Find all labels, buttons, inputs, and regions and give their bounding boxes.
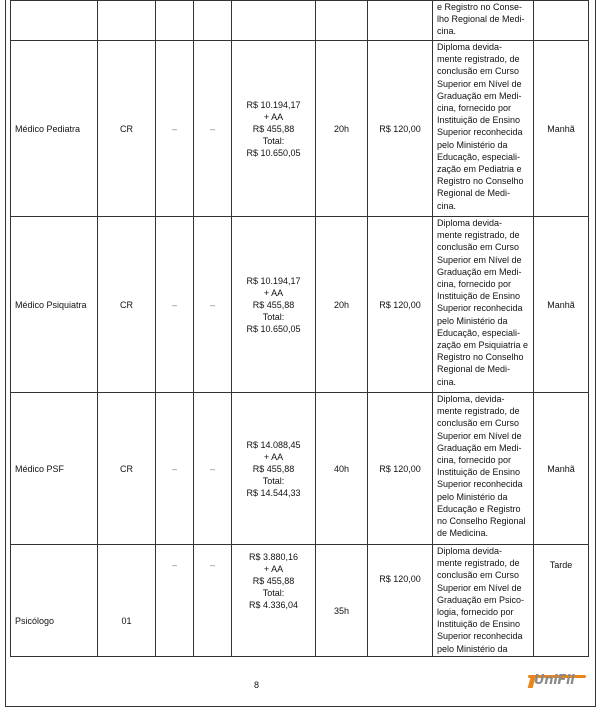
requirements-cell [433, 393, 534, 545]
requirement-line: pelo Ministério da [437, 643, 508, 654]
requirement-line: de Medicina. [437, 528, 489, 539]
salary-cell [232, 545, 316, 657]
requirements-cell [433, 545, 534, 657]
requirement-line: Instituição de Ensino [437, 115, 521, 126]
salary-line: R$ 455,88 [252, 123, 295, 134]
shift-cell: Manhã [534, 41, 589, 217]
requirement-line: no Conselho Regional [437, 516, 526, 527]
dash-cell: – [156, 393, 194, 545]
salary-line: R$ 10.650,05 [246, 323, 301, 334]
footer-divider [10, 656, 588, 657]
table-row-fragment [11, 1, 589, 41]
shift-cell: Tarde [534, 545, 589, 657]
requirement-line: Instituição de Ensino [437, 291, 521, 302]
requirement-line: pelo Ministério da [437, 491, 508, 502]
workload-cell: 40h [316, 393, 368, 545]
requirement-line: Graduação em Medi- [437, 90, 522, 101]
salary-cell [232, 217, 316, 393]
requirement-line: Superior em Nível de [437, 254, 522, 265]
table-row [11, 545, 589, 657]
salary-cell [232, 41, 316, 217]
fee-cell: R$ 120,00 [368, 217, 433, 393]
salary-line: R$ 14.088,45 [246, 439, 301, 450]
requirement-line: Diploma devida- [437, 546, 503, 556]
cargo-cell: Psicólogo [11, 545, 98, 657]
requirement-line: Regional de Medi- [437, 188, 511, 199]
requirement-line: mente registrado, de [437, 406, 520, 417]
workload-cell: 20h [316, 217, 368, 393]
salary-line: R$ 3.880,16 [248, 552, 299, 562]
requirement-line: Regional de Medi- [437, 364, 511, 375]
requirement-line: pelo Ministério da [437, 315, 508, 326]
requirement-line: cina. [437, 376, 457, 387]
vagas-cell: 01 [98, 545, 156, 657]
logo-text: UniFil [534, 673, 575, 688]
table-row [11, 393, 589, 545]
requirement-line: Graduação em Medi- [437, 266, 522, 277]
salary-line: R$ 10.650,05 [246, 147, 301, 158]
dash-cell: – [194, 41, 232, 217]
workload-cell: 35h [316, 545, 368, 657]
vagas-cell: CR [98, 393, 156, 545]
dash-cell: – [156, 41, 194, 217]
cargo-cell: Médico PSF [11, 393, 98, 545]
requirement-line: Superior reconhecida [437, 631, 523, 642]
requirements-cell [433, 41, 534, 217]
cargo-cell: Médico Pediatra [11, 41, 98, 217]
salary-line: R$ 10.194,17 [246, 99, 301, 110]
requirement-line: Diploma, devida- [437, 394, 505, 404]
salary-line: Total: [262, 311, 285, 322]
fee-cell: R$ 120,00 [368, 545, 433, 657]
requirement-line: Superior em Nível de [437, 582, 522, 593]
requirement-line: Graduação em Psico- [437, 594, 525, 605]
requirement-line: Graduação em Medi- [437, 442, 522, 453]
requirement-line: Instituição de Ensino [437, 619, 521, 630]
requirement-line: cina. [437, 200, 457, 211]
requirement-line: mente registrado, de [437, 54, 520, 65]
dash-cell: – [194, 545, 232, 657]
workload-cell: 20h [316, 41, 368, 217]
requirement-line: Diploma devida- [437, 218, 503, 228]
cargo-cell: Médico Psiquiatra [11, 217, 98, 393]
requirement-line: conclusão em Curso [437, 418, 520, 429]
shift-cell: Manhã [534, 217, 589, 393]
requirement-line: Diploma devida- [437, 42, 503, 52]
shift-cell: Manhã [534, 393, 589, 545]
salary-line: R$ 455,88 [252, 299, 295, 310]
requirement-line: mente registrado, de [437, 558, 520, 569]
dash-cell: – [194, 393, 232, 545]
requirement-line: Educação, especiali- [437, 151, 521, 162]
requirement-line: cina, fornecido por [437, 455, 512, 466]
salary-cell [232, 393, 316, 545]
table-row [11, 41, 589, 217]
requirement-line: cina, fornecido por [437, 103, 512, 114]
salary-line: R$ 455,88 [252, 576, 295, 586]
vagas-cell: CR [98, 41, 156, 217]
positions-table [10, 0, 589, 657]
dash-cell: – [156, 217, 194, 393]
requirement-line: Registro no Conselho [437, 176, 524, 187]
requirement-line: conclusão em Curso [437, 570, 520, 581]
requirement-line: Superior em Nível de [437, 430, 522, 441]
requirement-line: Superior reconhecida [437, 303, 523, 314]
dash-cell: – [156, 545, 194, 657]
requirement-line: Instituição de Ensino [437, 467, 521, 478]
requirement-line: zação em Pediatria e [437, 164, 522, 175]
fee-cell: R$ 120,00 [368, 393, 433, 545]
salary-line: + AA [263, 111, 284, 122]
requirement-line: logia, fornecido por [437, 607, 514, 618]
requirement-line: Superior reconhecida [437, 127, 523, 138]
requirement-line: conclusão em Curso [437, 66, 520, 77]
requirement-line: mente registrado, de [437, 230, 520, 241]
salary-line: R$ 14.544,33 [246, 487, 301, 498]
requirement-line: Superior reconhecida [437, 479, 523, 490]
requirement-line: Educação e Registro [437, 503, 521, 514]
fee-cell: R$ 120,00 [368, 41, 433, 217]
salary-line: R$ 455,88 [252, 463, 295, 474]
requirement-line: Superior em Nível de [437, 78, 522, 89]
salary-line: R$ 4.336,04 [248, 600, 299, 610]
requirement-line: zação em Psiquiatria e [437, 340, 529, 351]
salary-line: R$ 10.194,17 [246, 275, 301, 286]
table-row [11, 217, 589, 393]
requirement-line: Educação, especiali- [437, 327, 521, 338]
page-number: 8 [254, 680, 260, 690]
salary-line: + AA [263, 287, 284, 298]
salary-line: Total: [262, 135, 285, 146]
requirements-cell [433, 217, 534, 393]
salary-line: Total: [262, 475, 285, 486]
unifil-logo [528, 673, 588, 691]
salary-line: + AA [263, 564, 284, 574]
requirement-line: conclusão em Curso [437, 242, 520, 253]
salary-line: + AA [263, 451, 284, 462]
dash-cell: – [194, 217, 232, 393]
requirement-line: Registro no Conselho [437, 352, 524, 363]
vagas-cell: CR [98, 217, 156, 393]
requirement-line: cina, fornecido por [437, 279, 512, 290]
salary-line: Total: [262, 588, 285, 598]
requirement-line: pelo Ministério da [437, 139, 508, 150]
requirements-cell: e Registro no Conse- lho Regional de Medi- cina. [433, 1, 534, 41]
